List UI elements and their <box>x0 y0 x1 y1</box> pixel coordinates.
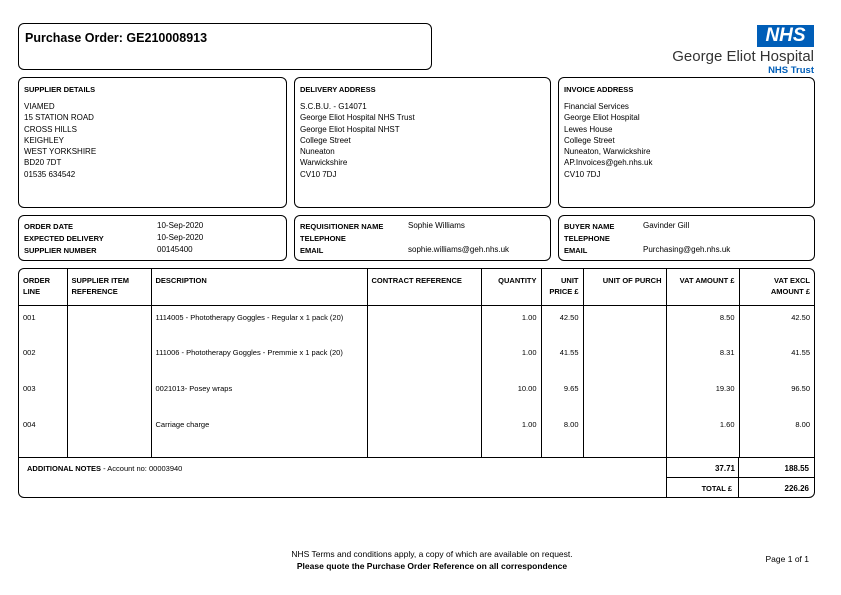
trust-name: NHS Trust <box>768 65 814 76</box>
cell-price: 9.65 <box>541 377 583 413</box>
total-row <box>666 477 814 498</box>
address-line: George Eliot Hospital <box>564 113 640 123</box>
cell-contract <box>367 377 481 413</box>
cell-price: 41.55 <box>541 341 583 377</box>
cell-line: 002 <box>23 348 36 357</box>
label: EXPECTED DELIVERY <box>24 234 104 243</box>
table-row <box>19 341 814 377</box>
label: EMAIL <box>300 246 324 255</box>
label: TELEPHONE <box>564 234 610 243</box>
col-unit-of-purch: UNIT OF PURCH <box>583 269 666 305</box>
page-title: Purchase Order: GE210008913 <box>25 31 208 45</box>
invoice-lines <box>564 101 652 180</box>
cell-vat: 19.30 <box>666 377 739 413</box>
cell-ref <box>67 341 151 377</box>
col-contract-ref: CONTRACT REFERENCE <box>367 269 481 305</box>
address-line: Nuneaton <box>300 147 335 157</box>
address-line: College Street <box>300 135 351 145</box>
cell-vat: 8.50 <box>666 305 739 341</box>
col-quantity: QUANTITY <box>481 269 541 305</box>
address-line: S.C.B.U. - G14071 <box>300 102 367 111</box>
address-line: KEIGHLEY <box>24 135 65 145</box>
cell-line: 004 <box>23 420 36 429</box>
address-line: CV10 7DJ <box>300 169 337 179</box>
total-label: TOTAL £ <box>701 484 732 493</box>
grand-total: 226.26 <box>784 484 809 493</box>
quote-text: Please quote the Purchase Order Reference on all correspondence <box>296 561 568 571</box>
address-line: George Eliot Hospital NHST <box>300 124 400 134</box>
label: EMAIL <box>564 246 588 255</box>
col-supplier-ref: SUPPLIER ITEM REFERENCE <box>67 269 151 305</box>
cell-desc: Carriage charge <box>151 413 367 449</box>
supplier-number: 00145400 <box>157 245 193 254</box>
label: TELEPHONE <box>300 234 346 243</box>
order-lines-table <box>18 268 815 498</box>
address-line: Nuneaton, Warwickshire <box>564 147 651 157</box>
col-vat-amount: VAT AMOUNT £ <box>666 269 739 305</box>
cell-unit <box>583 305 666 341</box>
cell-price: 42.50 <box>541 305 583 341</box>
label: BUYER NAME <box>564 222 615 231</box>
address-line: VIAMED <box>24 102 55 111</box>
requisitioner-info <box>294 215 551 261</box>
cell-contract <box>367 341 481 377</box>
cell-qty: 1.00 <box>481 413 541 449</box>
cell-excl: 42.50 <box>739 305 814 341</box>
cell-excl: 8.00 <box>739 413 814 449</box>
cell-desc: 0021013- Posey wraps <box>151 377 367 413</box>
invoice-address <box>558 77 815 208</box>
cell-excl: 41.55 <box>739 341 814 377</box>
cell-ref <box>67 305 151 341</box>
requisitioner-name: Sophie Williams <box>408 221 465 230</box>
address-line: AP.Invoices@geh.nhs.uk <box>564 158 653 168</box>
address-line: WEST YORKSHIRE <box>24 147 97 157</box>
address-line: Warwickshire <box>300 158 348 168</box>
cell-unit <box>583 413 666 449</box>
address-line: College Street <box>564 135 615 145</box>
title-box <box>18 23 432 70</box>
supplier-heading: SUPPLIER DETAILS <box>24 85 96 94</box>
vat-total: 37.71 <box>714 464 735 473</box>
notes-row <box>19 457 814 477</box>
page-number: Page 1 of 1 <box>765 554 809 564</box>
cell-qty: 1.00 <box>481 305 541 341</box>
expected-delivery: 10-Sep-2020 <box>157 233 204 242</box>
col-vat-excl: VAT EXCL AMOUNT £ <box>739 269 814 305</box>
cell-unit <box>583 377 666 413</box>
cell-excl: 96.50 <box>739 377 814 413</box>
cell-unit <box>583 341 666 377</box>
excl-total: 188.55 <box>784 464 809 473</box>
buyer-email: Purchasing@geh.nhs.uk <box>643 245 731 254</box>
label: SUPPLIER NUMBER <box>24 246 97 255</box>
supplier-address <box>24 101 96 180</box>
buyer-name: Gavinder Gill <box>643 221 690 230</box>
buyer-info <box>558 215 815 261</box>
cell-contract <box>367 413 481 449</box>
delivery-heading: DELIVERY ADDRESS <box>300 85 376 94</box>
address-line: Lewes House <box>564 124 613 134</box>
cell-line: 003 <box>23 384 36 393</box>
cell-desc: 1114005 - Phototherapy Goggles - Regular x 1 pack (20) <box>151 305 367 341</box>
cell-price: 8.00 <box>541 413 583 449</box>
address-line: 01535 634542 <box>24 169 76 179</box>
cell-vat: 8.31 <box>666 341 739 377</box>
cell-qty: 10.00 <box>481 377 541 413</box>
requisitioner-email: sophie.williams@geh.nhs.uk <box>408 245 510 254</box>
delivery-lines <box>300 101 415 180</box>
address-line: CV10 7DJ <box>564 169 601 179</box>
notes-label: ADDITIONAL NOTES <box>27 464 102 473</box>
notes-text: - Account no: 00003940 <box>101 464 183 473</box>
delivery-address <box>294 77 551 208</box>
hospital-name: George Eliot Hospital <box>672 48 814 65</box>
cell-contract <box>367 305 481 341</box>
cell-ref <box>67 413 151 449</box>
label: REQUISITIONER NAME <box>300 222 384 231</box>
table-row <box>19 377 814 413</box>
cell-vat: 1.60 <box>666 413 739 449</box>
address-line: George Eliot Hospital NHS Trust <box>300 113 415 123</box>
col-order-line: ORDER LINE <box>19 269 67 305</box>
label: ORDER DATE <box>24 222 74 231</box>
address-line: CROSS HILLS <box>24 124 77 134</box>
supplier-details <box>18 77 287 208</box>
terms-text: NHS Terms and conditions apply, a copy of which are available on request. <box>291 549 573 559</box>
address-line: 15 STATION ROAD <box>24 113 94 123</box>
cell-desc: 111006 - Phototherapy Goggles - Premmie x 1 pack (20) <box>151 341 367 377</box>
address-line: Financial Services <box>564 102 629 111</box>
invoice-heading: INVOICE ADDRESS <box>564 85 634 94</box>
order-date: 10-Sep-2020 <box>157 221 204 230</box>
col-description: DESCRIPTION <box>151 269 367 305</box>
address-line: BD20 7DT <box>24 158 62 168</box>
cell-ref <box>67 377 151 413</box>
cell-qty: 1.00 <box>481 341 541 377</box>
col-unit-price: UNIT PRICE £ <box>541 269 583 305</box>
table-row <box>19 413 814 449</box>
nhs-badge: NHS <box>757 25 814 47</box>
table-row <box>19 305 814 341</box>
order-info <box>18 215 287 261</box>
cell-line: 001 <box>23 312 36 322</box>
